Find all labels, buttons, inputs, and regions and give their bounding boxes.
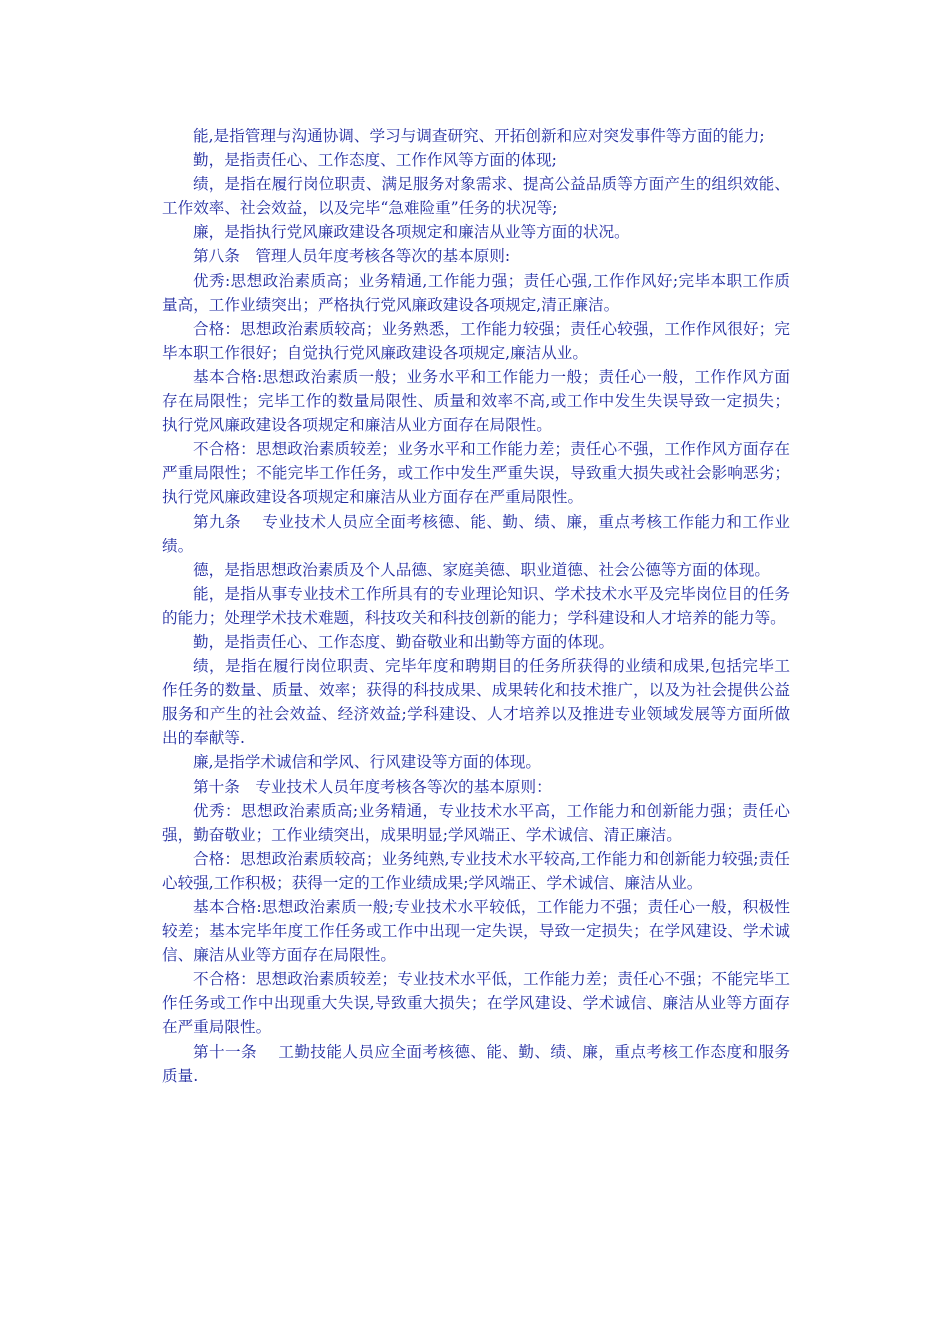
paragraph-diligence-technical: 勤，是指责任心、工作态度、勤奋敬业和出勤等方面的体现。	[193, 632, 615, 651]
paragraph-performance-technical: 绩，是指在履行岗位职责、完毕年度和聘期目的任务所获得的业绩和成果,包括完毕工作任务的数量、质量、效率；获得的科技成果、成果转化和技术推广，以及为社会提供公益服务和产生的社会效益、经济效益;学科建设、人才培养以及推进专业领域发展等方面所做出的奉献等.	[162, 657, 790, 748]
article-9-heading: 第九条 专业技术人员应全面考核德、能、勤、绩、廉，重点考核工作能力和工作业绩。	[162, 512, 790, 555]
paragraph-management-basic-qualified: 基本合格:思想政治素质一般；业务水平和工作能力一般；责任心一般，工作作风方面存在局限性；完毕工作的数量局限性、质量和效率不高,或工作中发生失误导致一定损失；执行党风廉政建设各项规定和廉洁从业方面存在局限性。	[162, 367, 790, 435]
paragraph-management-qualified: 合格：思想政治素质较高；业务熟悉，工作能力较强；责任心较强，工作作风很好；完毕本职工作很好；自觉执行党风廉政建设各项规定,廉洁从业。	[162, 319, 790, 362]
paragraph-management-unqualified: 不合格：思想政治素质较差；业务水平和工作能力差；责任心不强，工作作风方面存在严重局限性；不能完毕工作任务，或工作中发生严重失误，导致重大损失或社会影响恶劣；执行党风廉政建设各项规定和廉洁从业方面存在严重局限性。	[162, 440, 790, 507]
paragraph-diligence-management: 勤，是指责任心、工作态度、工作作风等方面的体现;	[193, 151, 557, 170]
paragraph-ability-technical: 能，是指从事专业技术工作所具有的专业理论知识、学术技术水平及完毕岗位目的任务的能力；处理学术技术难题，科技攻关和科技创新的能力；学科建设和人才培养的能力等。	[162, 584, 790, 627]
paragraph-performance-management: 绩，是指在履行岗位职责、满足服务对象需求、提高公益品质等方面产生的组织效能、工作效率、社会效益，以及完毕“急难险重”任务的状况等;	[162, 175, 790, 218]
paragraph-ability-management: 能,是指管理与沟通协调、学习与调查研究、开拓创新和应对突发事件等方面的能力;	[193, 127, 765, 145]
paragraph-integrity-technical: 廉,是指学术诚信和学风、行风建设等方面的体现。	[193, 753, 542, 772]
document-body	[162, 124, 790, 1088]
paragraph-technical-excellent: 优秀：思想政治素质高;业务精通，专业技术水平高，工作能力和创新能力强；责任心强，勤奋敬业；工作业绩突出，成果明显;学风端正、学术诚信、清正廉洁。	[162, 801, 790, 844]
paragraph-integrity-management: 廉，是指执行党风廉政建设各项规定和廉洁从业等方面的状况。	[193, 223, 630, 242]
paragraph-technical-basic-qualified: 基本合格:思想政治素质一般;专业技术水平较低，工作能力不强；责任心一般，积极性较差；基本完毕年度工作任务或工作中出现一定失误，导致一定损失；在学风建设、学术诚信、廉洁从业等方面存在局限性。	[162, 898, 790, 965]
paragraph-virtue-technical: 德，是指思想政治素质及个人品德、家庭美德、职业道德、社会公德等方面的体现。	[193, 560, 770, 579]
article-11-heading: 第十一条 工勤技能人员应全面考核德、能、勤、绩、廉，重点考核工作态度和服务质量.	[162, 1042, 790, 1085]
paragraph-technical-unqualified: 不合格：思想政治素质较差；专业技术水平低，工作能力差；责任心不强；不能完毕工作任务或工作中出现重大失误,导致重大损失；在学风建设、学术诚信、廉洁从业等方面存在严重局限性。	[162, 970, 790, 1037]
article-10-heading: 第十条 专业技术人员年度考核各等次的基本原则：	[193, 777, 552, 796]
paragraph-technical-qualified: 合格：思想政治素质较高；业务纯熟,专业技术水平较高,工作能力和创新能力较强;责任心较强,工作积极；获得一定的工作业绩成果;学风端正、学术诚信、廉洁从业。	[162, 849, 790, 892]
article-8-heading: 第八条 管理人员年度考核各等次的基本原则:	[193, 247, 511, 266]
paragraph-management-excellent: 优秀:思想政治素质高；业务精通,工作能力强；责任心强,工作作风好;完毕本职工作质量高，工作业绩突出；严格执行党风廉政建设各项规定,清正廉洁。	[162, 271, 790, 314]
